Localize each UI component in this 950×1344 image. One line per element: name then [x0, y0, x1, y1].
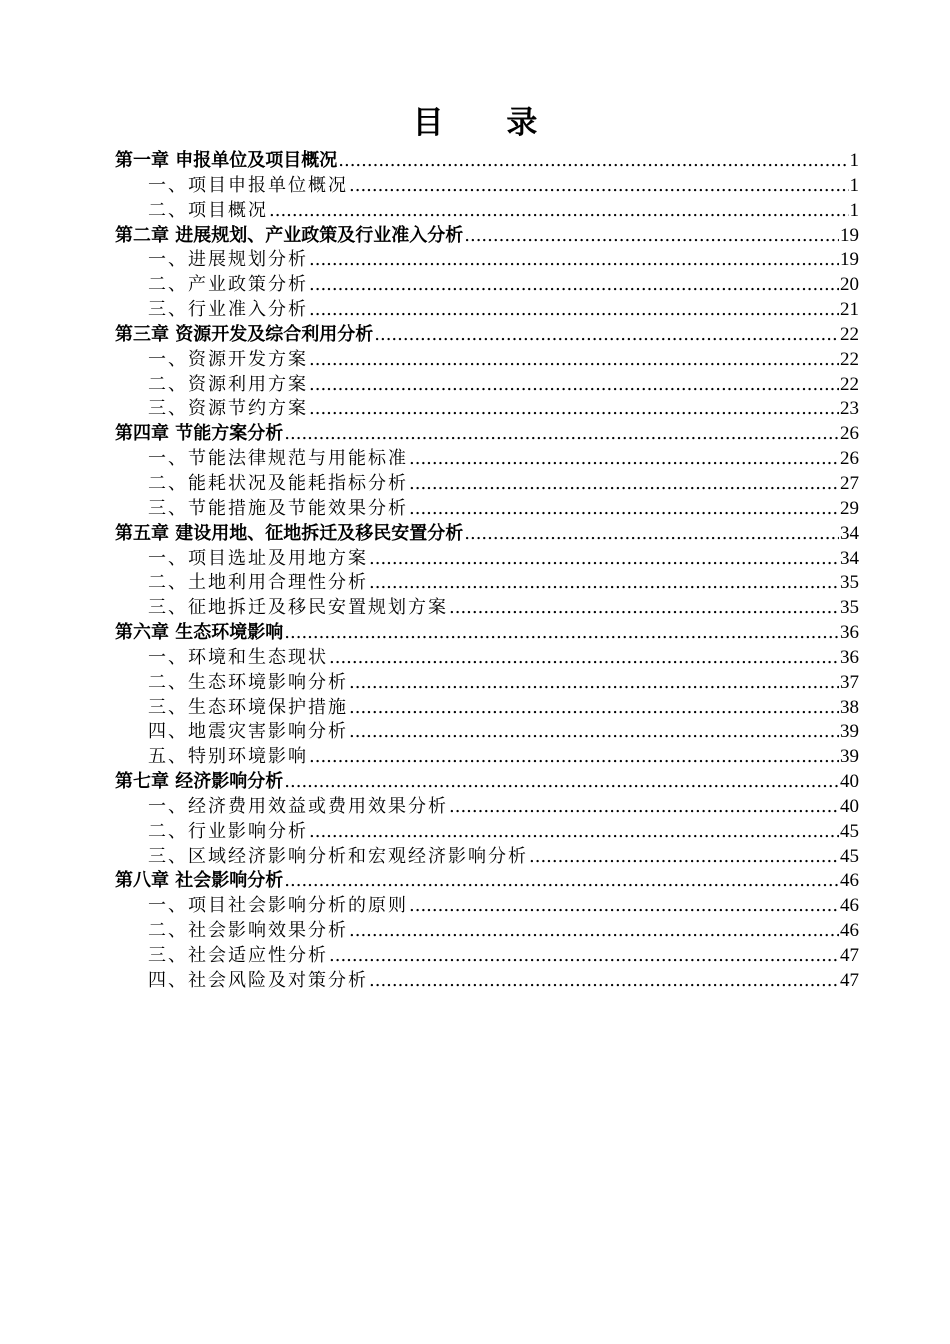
toc-dot-leader [309, 298, 839, 323]
toc-section-label: 五、特别环境影响 [148, 746, 308, 768]
toc-dot-leader [284, 770, 839, 795]
toc-chapter-entry[interactable] [115, 869, 859, 894]
toc-section-entry[interactable] [115, 969, 859, 994]
toc-page-number: 20 [840, 274, 859, 296]
toc-dot-leader [369, 969, 839, 994]
toc-chapter-label: 第六章 生态环境影响 [115, 622, 284, 644]
toc-dot-leader [338, 149, 848, 174]
toc-dot-leader [309, 273, 839, 298]
toc-dot-leader [374, 323, 839, 348]
table-of-contents [115, 149, 859, 994]
toc-section-label: 二、社会影响效果分析 [148, 920, 348, 942]
toc-page-number: 29 [840, 497, 859, 519]
toc-page-number: 38 [840, 696, 859, 718]
toc-dot-leader [449, 795, 839, 820]
toc-section-entry[interactable] [115, 547, 859, 572]
toc-page-number: 1 [849, 174, 859, 196]
toc-dot-leader [309, 397, 839, 422]
toc-page-number: 34 [840, 547, 859, 569]
toc-section-entry[interactable] [115, 348, 859, 373]
toc-section-label: 一、项目申报单位概况 [148, 174, 348, 196]
toc-chapter-label: 第八章 社会影响分析 [115, 870, 284, 892]
toc-section-label: 二、土地利用合理性分析 [148, 572, 368, 594]
toc-page-number: 19 [840, 249, 859, 271]
toc-dot-leader [309, 348, 839, 373]
toc-page-number: 19 [840, 224, 859, 246]
toc-section-label: 一、进展规划分析 [148, 249, 308, 271]
toc-chapter-label: 第七章 经济影响分析 [115, 771, 284, 793]
toc-dot-leader [269, 199, 849, 224]
toc-page-number: 45 [840, 845, 859, 867]
toc-section-label: 三、社会适应性分析 [148, 945, 328, 966]
toc-page-number: 46 [840, 870, 859, 892]
toc-section-entry[interactable] [115, 497, 859, 522]
toc-dot-leader [529, 845, 839, 870]
toc-section-entry[interactable] [115, 373, 859, 398]
toc-dot-leader [409, 472, 839, 497]
page-title: 目 录 [412, 105, 564, 141]
toc-dot-leader [409, 894, 839, 919]
toc-dot-leader [464, 224, 839, 249]
toc-page-number: 35 [840, 572, 859, 594]
toc-dot-leader [284, 621, 839, 646]
toc-section-label: 三、行业准入分析 [148, 299, 308, 321]
toc-page-number: 36 [840, 622, 859, 644]
toc-chapter-label: 第一章 申报单位及项目概况 [115, 150, 338, 171]
toc-section-entry[interactable] [115, 447, 859, 472]
toc-section-entry[interactable] [115, 646, 859, 671]
toc-section-entry[interactable] [115, 696, 859, 721]
toc-dot-leader [349, 174, 849, 199]
toc-page-number: 37 [840, 671, 859, 693]
toc-page-number: 36 [840, 646, 859, 668]
toc-section-label: 四、地震灾害影响分析 [148, 721, 348, 743]
toc-section-entry[interactable] [115, 472, 859, 497]
toc-dot-leader [349, 696, 839, 721]
toc-page-number: 22 [840, 348, 859, 370]
toc-section-label: 二、产业政策分析 [148, 274, 308, 296]
toc-dot-leader [309, 373, 839, 398]
toc-dot-leader [309, 820, 839, 845]
toc-page-number: 34 [840, 522, 859, 544]
toc-dot-leader [449, 596, 839, 621]
toc-section-entry[interactable] [115, 845, 859, 870]
toc-dot-leader [369, 571, 839, 596]
toc-section-entry[interactable] [115, 671, 859, 696]
toc-section-entry[interactable] [115, 944, 859, 969]
toc-section-label: 一、项目社会影响分析的原则 [148, 895, 408, 917]
toc-section-entry[interactable] [115, 397, 859, 422]
toc-dot-leader [284, 869, 839, 894]
toc-section-entry[interactable] [115, 298, 859, 323]
toc-page-number: 26 [840, 423, 859, 445]
toc-page-number: 39 [840, 721, 859, 743]
toc-section-label: 三、征地拆迁及移民安置规划方案 [148, 597, 448, 619]
toc-page-number: 46 [840, 920, 859, 942]
toc-chapter-entry[interactable] [115, 224, 859, 249]
toc-page-number: 27 [840, 472, 859, 494]
toc-section-entry[interactable] [115, 596, 859, 621]
toc-section-label: 一、资源开发方案 [148, 348, 308, 370]
toc-dot-leader [409, 497, 839, 522]
toc-page-number: 47 [840, 969, 859, 991]
toc-section-entry[interactable] [115, 174, 859, 199]
toc-dot-leader [369, 547, 839, 572]
toc-page-number: 35 [840, 597, 859, 619]
toc-chapter-label: 第五章 建设用地、征地拆迁及移民安置分析 [115, 522, 464, 544]
toc-section-label: 一、环境和生态现状 [148, 646, 328, 668]
toc-page-number: 40 [840, 795, 859, 817]
toc-page-number: 45 [840, 820, 859, 842]
toc-section-label: 四、社会风险及对策分析 [148, 969, 368, 991]
toc-chapter-label: 第三章 资源开发及综合利用分析 [115, 323, 374, 345]
toc-chapter-entry[interactable] [115, 770, 859, 795]
toc-chapter-entry[interactable] [115, 149, 859, 174]
toc-section-label: 一、项目选址及用地方案 [148, 547, 368, 569]
toc-section-label: 二、能耗状况及能耗指标分析 [148, 472, 408, 494]
toc-dot-leader [284, 422, 839, 447]
toc-section-entry[interactable] [115, 820, 859, 845]
toc-page-number: 46 [840, 895, 859, 917]
toc-section-entry[interactable] [115, 720, 859, 745]
toc-section-label: 三、资源节约方案 [148, 398, 308, 420]
toc-dot-leader [409, 447, 839, 472]
toc-page-number: 21 [840, 299, 859, 321]
toc-section-label: 二、行业影响分析 [148, 820, 308, 842]
toc-section-entry[interactable] [115, 199, 859, 224]
toc-section-label: 二、资源利用方案 [148, 373, 308, 395]
toc-page-number: 26 [840, 448, 859, 470]
toc-page-number: 22 [840, 373, 859, 395]
toc-section-entry[interactable] [115, 273, 859, 298]
toc-section-entry[interactable] [115, 919, 859, 944]
toc-page-number: 47 [840, 945, 859, 966]
toc-section-label: 三、生态环境保护措施 [148, 696, 348, 718]
toc-section-label: 一、节能法律规范与用能标准 [148, 448, 408, 470]
toc-page-number: 22 [840, 323, 859, 345]
toc-chapter-entry[interactable] [115, 323, 859, 348]
toc-section-label: 三、区域经济影响分析和宏观经济影响分析 [148, 845, 528, 867]
toc-dot-leader [349, 671, 839, 696]
toc-dot-leader [349, 919, 839, 944]
toc-section-label: 二、生态环境影响分析 [148, 671, 348, 693]
toc-section-label: 一、经济费用效益或费用效果分析 [148, 795, 448, 817]
toc-section-entry[interactable] [115, 745, 859, 770]
toc-page-number: 39 [840, 746, 859, 768]
toc-dot-leader [349, 720, 839, 745]
toc-section-label: 三、节能措施及节能效果分析 [148, 497, 408, 519]
toc-dot-leader [309, 745, 839, 770]
toc-section-entry[interactable] [115, 894, 859, 919]
toc-dot-leader [309, 248, 839, 273]
toc-chapter-label: 第四章 节能方案分析 [115, 423, 284, 445]
toc-section-entry[interactable] [115, 248, 859, 273]
toc-section-label: 二、项目概况 [148, 199, 268, 221]
toc-page-number: 23 [840, 398, 859, 420]
toc-section-entry[interactable] [115, 571, 859, 596]
toc-page-number: 1 [849, 150, 859, 171]
toc-chapter-entry[interactable] [115, 422, 859, 447]
toc-dot-leader [329, 944, 839, 969]
toc-dot-leader [464, 522, 839, 547]
toc-dot-leader [329, 646, 839, 671]
toc-chapter-label: 第二章 进展规划、产业政策及行业准入分析 [115, 224, 464, 246]
toc-chapter-entry[interactable] [115, 522, 859, 547]
toc-chapter-entry[interactable] [115, 621, 859, 646]
toc-page-number: 40 [840, 771, 859, 793]
toc-section-entry[interactable] [115, 795, 859, 820]
toc-page-number: 1 [849, 199, 859, 221]
